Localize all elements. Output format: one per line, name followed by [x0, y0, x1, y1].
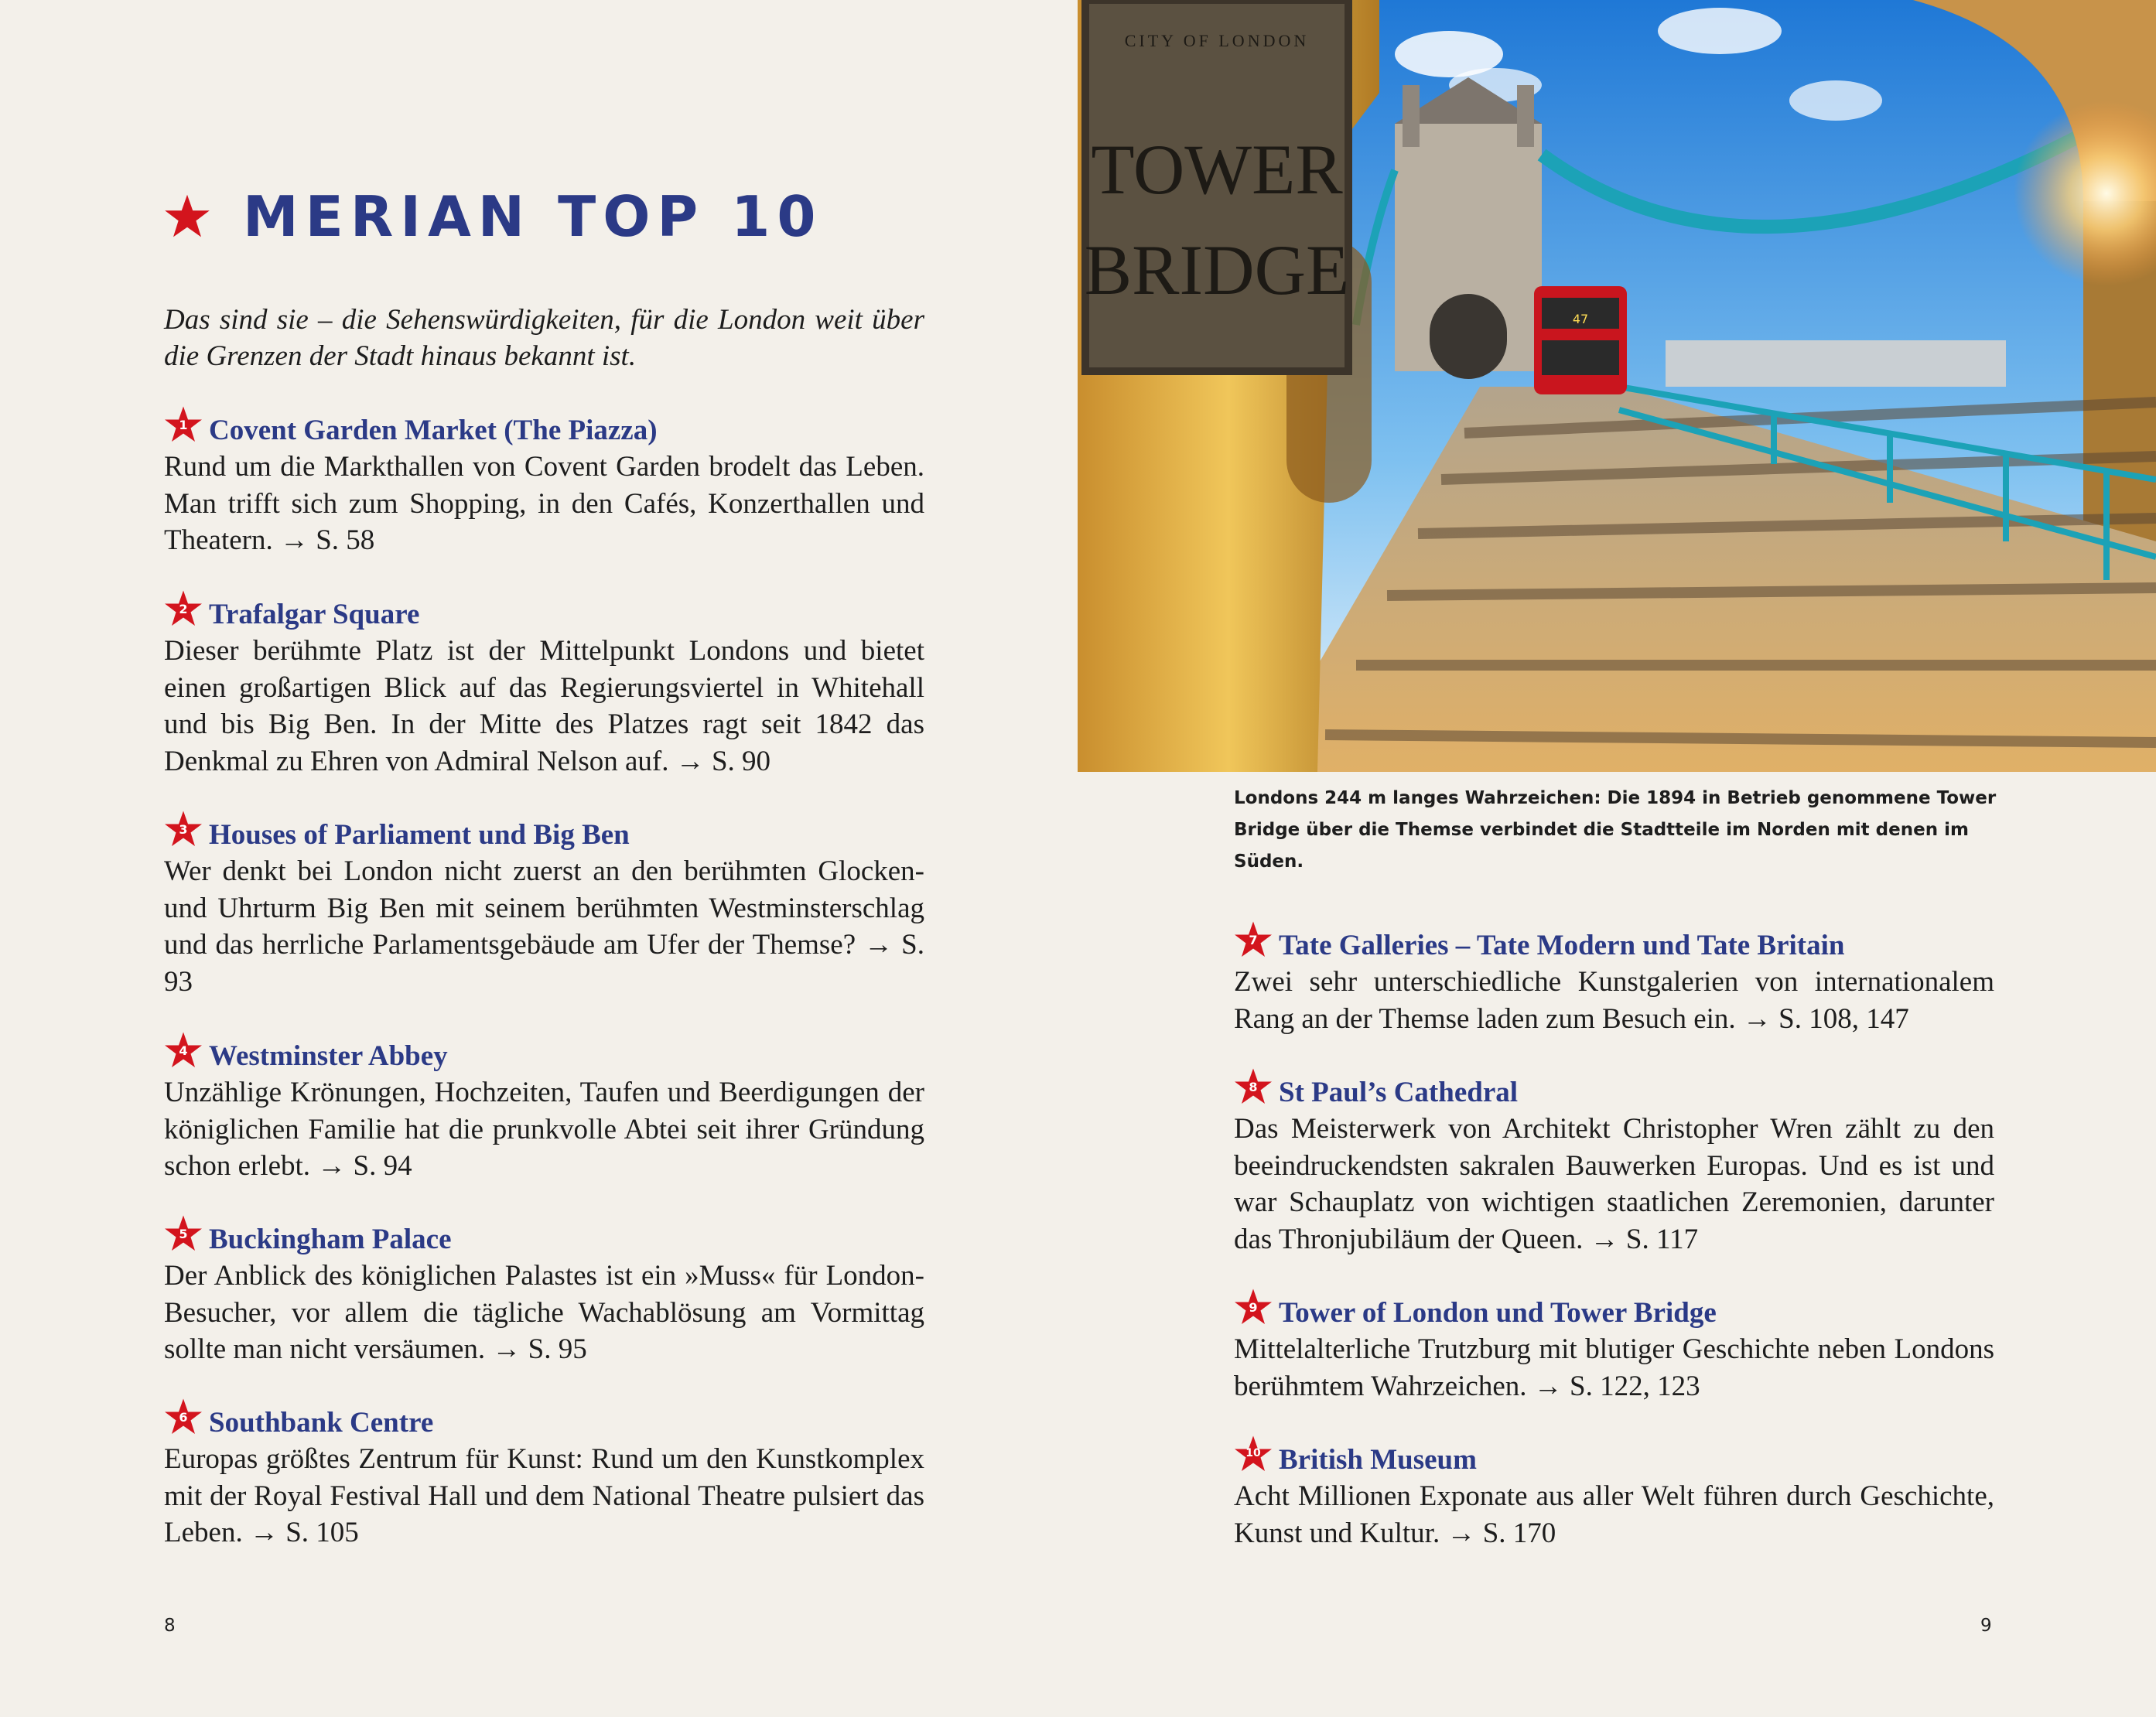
page-number-left: 8 — [164, 1616, 176, 1636]
star-badge-icon — [164, 810, 203, 848]
star-badge-icon — [164, 1031, 203, 1070]
entry-description: Rund um die Markthallen von Covent Garden brodelt das Leben. Man trifft sich zum Shopping, in den Cafés, Konzerthallen und Theatern. → S. 58 — [164, 451, 924, 556]
entry-number: 7 — [1249, 933, 1258, 947]
star-badge-icon — [164, 405, 203, 444]
entry-description: Europas größtes Zentrum für Kunst: Rund um den Kunstkomplex mit der Royal Festival Hall und dem National Theatre pulsiert das Leben. → S. 105 — [164, 1443, 924, 1548]
top-entry-10 — [1234, 1441, 1994, 1551]
entry-title: Covent Garden Market (The Piazza) — [209, 414, 658, 446]
entry-title: Buckingham Palace — [209, 1223, 452, 1255]
top-entry-1 — [164, 411, 924, 559]
bus-number: 47 — [1572, 312, 1589, 326]
entry-description: Zwei sehr unterschiedliche Kunstgalerien von internationalem Rang an der Themse laden zum Besuch ein. → S. 108, 147 — [1234, 966, 1994, 1035]
tower-bridge-photo — [1078, 0, 2156, 772]
top-entry-2 — [164, 596, 924, 780]
top-entry-3 — [164, 816, 924, 1000]
entry-title: Southbank Centre — [209, 1406, 434, 1439]
entry-title: Houses of Parliament und Big Ben — [209, 818, 630, 851]
top-entry-8 — [1234, 1074, 1994, 1258]
photo-illustration — [1078, 0, 2156, 772]
star-badge-icon — [164, 1398, 203, 1436]
page-number-right: 9 — [1980, 1616, 1992, 1636]
entry-title: St Paul’s Cathedral — [1279, 1076, 1519, 1108]
entry-description: Wer denkt bei London nicht zuerst an den berühmten Glocken- und Uhrturm Big Ben mit seinem berühmten Westminsterschlag und das herrliche Parlamentsgebäude am Ufer der Themse? → S. 93 — [164, 855, 924, 998]
entry-number: 10 — [1245, 1447, 1261, 1459]
star-badge-icon — [164, 589, 203, 628]
section-title: MERIAN TOP 10 — [243, 184, 823, 249]
top-entry-4 — [164, 1037, 924, 1185]
photo-caption — [1234, 783, 2007, 878]
entry-number: 2 — [179, 602, 188, 616]
star-badge-icon — [1234, 1288, 1273, 1326]
star-badge-icon — [1234, 1435, 1273, 1473]
intro-text: Das sind sie – die Sehenswürdigkeiten, für die London weit über die Grenzen der Stadt hinaus bekannt ist. — [164, 304, 924, 372]
entry-description: Mittelalterliche Trutzburg mit blutiger Geschichte neben Londons berühmtem Wahrzeichen. → S. 122, 123 — [1234, 1333, 1994, 1402]
sign-line1: TOWER — [1091, 130, 1343, 209]
entry-number: 6 — [179, 1410, 188, 1425]
star-badge-icon — [164, 1214, 203, 1253]
star-badge-icon — [1234, 920, 1273, 959]
section-heading — [164, 184, 822, 249]
entry-number: 5 — [179, 1227, 188, 1241]
top-entry-9 — [1234, 1294, 1994, 1405]
entry-title: Tate Galleries – Tate Modern und Tate Britain — [1279, 929, 1845, 961]
entry-description: Der Anblick des königlichen Palastes ist ein »Muss« für London-Besucher, vor allem die tägliche Wachablösung am Vormittag sollte man nicht versäumen. → S. 95 — [164, 1260, 924, 1365]
entry-description: Acht Millionen Exponate aus aller Welt führen durch Geschichte, Kunst und Kultur. → S. 170 — [1234, 1480, 1994, 1549]
sign-line2: BRIDGE — [1084, 230, 1350, 309]
top-entry-6 — [164, 1404, 924, 1551]
entry-description: Dieser berühmte Platz ist der Mittelpunkt Londons und bietet einen großartigen Blick auf das Regierungsviertel in Whitehall und bis Big Ben. In der Mitte des Platzes ragt seit 1842 das Denkmal zu Ehren von Admiral Nelson auf. → S. 90 — [164, 635, 924, 777]
top-entry-5 — [164, 1220, 924, 1368]
star-badge-icon — [1234, 1067, 1273, 1106]
caption-line-1: Londons 244 m langes Wahrzeichen: Die 1894 in Betrieb genommene Tower — [1234, 788, 1997, 808]
caption-line-2: Bridge über die Themse verbindet die Stadtteile im Norden mit denen im Süden. — [1234, 820, 1969, 872]
entry-number: 1 — [179, 418, 188, 432]
entry-title: Westminster Abbey — [209, 1039, 448, 1072]
sign-top-text: CITY OF LONDON — [1124, 31, 1310, 50]
entry-number: 9 — [1249, 1300, 1258, 1315]
entry-title: Tower of London und Tower Bridge — [1279, 1296, 1717, 1329]
entry-title: British Museum — [1279, 1443, 1477, 1476]
top-entry-7 — [1234, 927, 1994, 1037]
star-icon — [164, 193, 210, 240]
entry-number: 8 — [1249, 1080, 1258, 1094]
entry-number: 3 — [179, 822, 188, 837]
entry-number: 4 — [179, 1043, 188, 1058]
entry-description: Das Meisterwerk von Architekt Christopher Wren zählt zu den beeindruckendsten sakralen Bauwerken Europas. Und es ist und war Schauplatz von wichtigen staatlichen Zeremonien, darunter das Thronjubiläum der Queen. → S. 117 — [1234, 1113, 1994, 1255]
entry-description: Unzählige Krönungen, Hochzeiten, Taufen und Beerdigungen der königlichen Familie hat die prunkvolle Abtei seit ihrer Gründung schon erlebt. → S. 94 — [164, 1077, 924, 1182]
entry-title: Trafalgar Square — [209, 598, 420, 630]
